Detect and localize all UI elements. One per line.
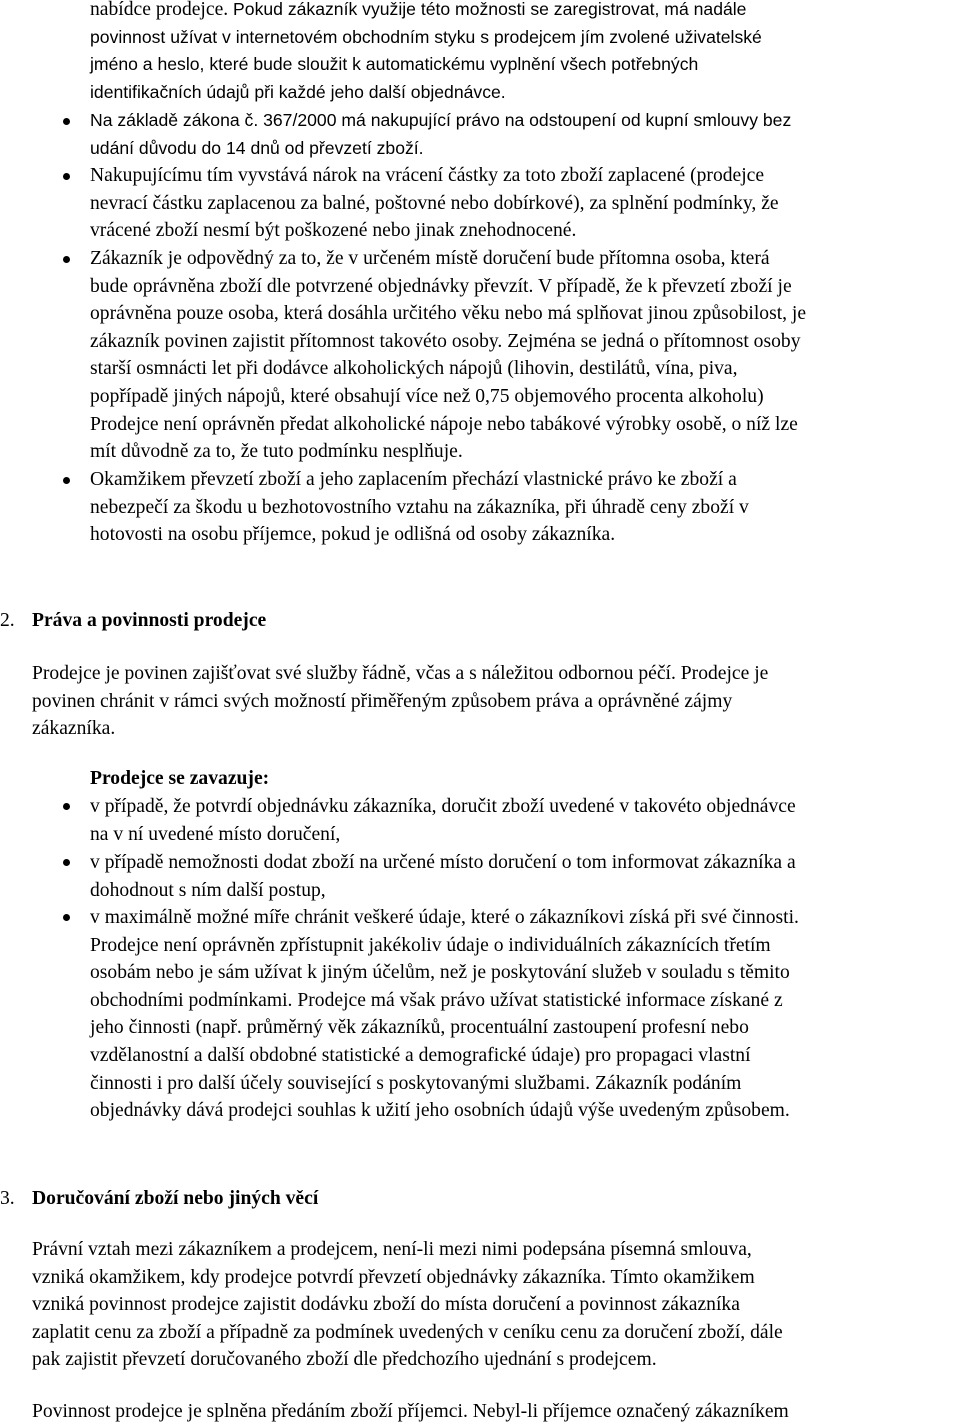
list-item-line: vzdělanostní a další obdobné statistické a demografické údaje) pro propagaci vlastní xyxy=(90,1044,751,1066)
bullet-dot xyxy=(63,859,70,866)
list-item-line: udání důvodu do 14 dnů od převzetí zboží. xyxy=(90,137,424,158)
bullet-dot xyxy=(63,477,70,484)
list-item-line: bude oprávněna zboží dle potvrzené objednávky převzít. V případě, že k převzetí zboží je xyxy=(90,275,792,297)
list-item-line: Prodejce není oprávněn zpřístupnit jakékoliv údaje o individuálních zákaznících třetím xyxy=(90,934,771,956)
section-number: 2. xyxy=(0,610,15,631)
section-number: 3. xyxy=(0,1188,15,1209)
paragraph-line: Prodejce je povinen zajišťovat své služby řádně, včas a s náležitou odbornou péčí. Prodejce je xyxy=(32,663,769,684)
list-item-line: činnosti i pro další účely související s poskytovanými službami. Zákazník podáním xyxy=(90,1072,742,1094)
list-item-line: hotovosti na osobu příjemce, pokud je odlišná od osoby zákazníka. xyxy=(90,524,616,546)
list-item-line: oprávněna pouze osoba, která dosáhla určitého věku nebo má splňovat jinou způsobilost, je xyxy=(90,303,807,325)
section-paragraph xyxy=(32,660,768,743)
subheading: Prodejce se zavazuje: xyxy=(90,768,270,789)
list-item xyxy=(90,162,779,245)
intro-line: identifikačních údajů při každé jeho další objednávce. xyxy=(90,81,506,102)
intro-line-sans-part: Pokud zákazník využije této možnosti se zaregistrovat, má nadále xyxy=(228,0,747,19)
list-item-line: popřípadě jiných nápojů, které obsahují více než 0,75 objemového procenta alkoholu) xyxy=(90,385,764,407)
list-item-line: obchodními podmínkami. Prodejce má však právo užívat statistické informace získané z xyxy=(90,989,783,1011)
paragraph-line: zaplatit cenu za zboží a případně za podmínek uvedených v ceníku cenu za doručení zboží, dále xyxy=(32,1321,783,1343)
list-item xyxy=(90,245,806,466)
intro-paragraph xyxy=(90,0,762,106)
list-item xyxy=(90,793,796,848)
list-item-line: starší osmnácti let při dodávce alkoholických nápojů (lihovin, destilátů, vína, piva, xyxy=(90,358,738,380)
bullet-dot xyxy=(63,914,70,921)
list-item-line: dohodnout s ním další postup, xyxy=(90,879,326,901)
intro-line-serif-part: nabídce prodejce. xyxy=(90,0,229,20)
paragraph-line: zákazníka. xyxy=(32,718,116,740)
list-item-line: Zákazník je odpovědný za to, že v určeném místě doručení bude přítomna osoba, která xyxy=(90,248,770,269)
list-item-line: objednávky dává prodejci souhlas k užití jeho osobních údajů výše uvedeným způsobem. xyxy=(90,1100,790,1122)
paragraph-line: pak zajistit převzetí doručovaného zboží dle předchozího ujednání s prodejcem. xyxy=(32,1349,657,1371)
list-item-line: Okamžikem převzetí zboží a jeho zaplacením přechází vlastnické právo ke zboží a xyxy=(90,469,737,490)
bullet-dot xyxy=(63,256,70,263)
intro-line: povinnost užívat v internetovém obchodním styku s prodejcem jím zvolené uživatelské xyxy=(90,26,762,47)
paragraph-line: Povinnost prodejce je splněna předáním zboží příjemci. Nebyl-li příjemce označený zákazníkem xyxy=(32,1401,789,1422)
list-item-line: v případě, že potvrdí objednávku zákazníka, doručit zboží uvedené v takovéto objednávce xyxy=(90,796,796,817)
list-item-line: Prodejce není oprávněn předat alkoholické nápoje nebo tabákové výrobky osobě, o níž lze xyxy=(90,413,798,435)
bullet-dot xyxy=(63,803,70,810)
list-item-line: nebezpečí za škodu u bezhotovostního vztahu na zákazníka, při úhradě ceny zboží v xyxy=(90,496,749,518)
bullet-dot xyxy=(63,173,70,180)
section-paragraph xyxy=(32,1236,783,1374)
list-item xyxy=(90,904,799,1125)
paragraph-line: povinen chránit v rámci svých možností přiměřeným způsobem práva a oprávněné zájmy xyxy=(32,690,733,712)
list-item-line: mít důvodně za to, že tuto podmínku nesplňuje. xyxy=(90,441,463,463)
section-title: Práva a povinnosti prodejce xyxy=(32,610,267,631)
paragraph-line: Právní vztah mezi zákazníkem a prodejcem, není-li mezi nimi podepsána písemná smlouva, xyxy=(32,1239,752,1260)
paragraph-line: vzniká povinnost prodejce zajistit dodávku zboží do místa doručení a povinnost zákazníka xyxy=(32,1294,740,1316)
list-item-line: Nakupujícímu tím vyvstává nárok na vrácení částky za toto zboží zaplacené (prodejce xyxy=(90,165,765,186)
bullet-dot xyxy=(63,118,70,125)
intro-line: jméno a heslo, které bude sloužit k automatickému vyplnění všech potřebných xyxy=(90,54,699,75)
list-item xyxy=(90,466,749,549)
list-item-line: v případě nemožnosti dodat zboží na určené místo doručení o tom informovat zákazníka a xyxy=(90,852,796,873)
list-item xyxy=(90,849,796,904)
list-item-line: na v ní uvedené místo doručení, xyxy=(90,823,341,845)
section-title: Doručování zboží nebo jiných věcí xyxy=(32,1188,319,1209)
list-item-line: jeho činnosti (např. průměrný věk zákazníků, procentuální zastoupení profesní nebo xyxy=(90,1017,749,1039)
intro-line xyxy=(90,0,762,24)
list-item-line: v maximálně možné míře chránit veškeré údaje, které o zákazníkovi získá při své činnosti. xyxy=(90,907,799,928)
list-item-line: vrácené zboží nesmí být poškozené nebo jinak znehodnocené. xyxy=(90,220,577,242)
list-item-line: nevrací částku zaplacenou za balné, poštovné nebo dobírkové), za splnění podmínky, že xyxy=(90,192,779,214)
section-paragraph xyxy=(32,1398,789,1426)
list-item-line: Na základě zákona č. 367/2000 má nakupující právo na odstoupení od kupní smlouvy bez xyxy=(90,110,792,130)
list-item-line: zákazník povinen zajistit přítomnost takovéto osoby. Zejména se jedná o přítomnost osoby xyxy=(90,330,801,352)
list-item-line: osobám nebo je sám užívat k jiným účelům, než je poskytování služeb v souladu s těmito xyxy=(90,962,790,984)
list-item xyxy=(90,107,791,162)
paragraph-line: vzniká okamžikem, kdy prodejce potvrdí převzetí objednávky zákazníka. Tímto okamžikem xyxy=(32,1266,755,1288)
